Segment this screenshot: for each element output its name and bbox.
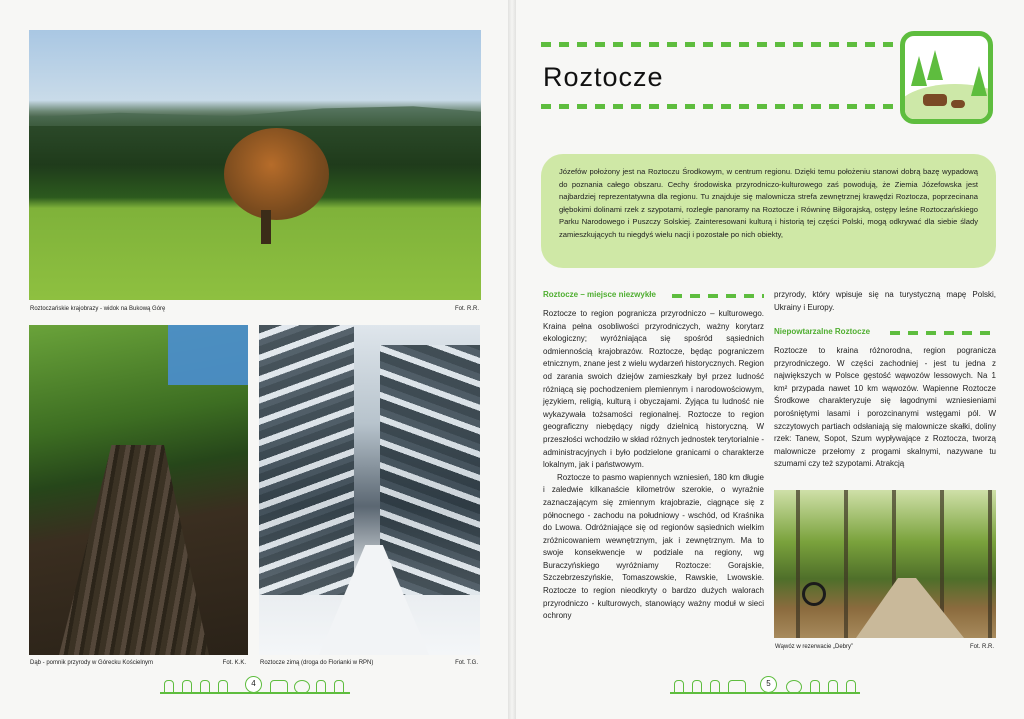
oak-photo-caption: Dąb - pomnik przyrody w Górecku Kościelnym (30, 660, 154, 666)
under-title-dashed-line (541, 104, 897, 109)
winter-photo-caption: Roztocze zimą (droga do Florianki w RPN) (260, 660, 374, 666)
snowy-trees-left (259, 325, 354, 595)
column-right-top-text: przyrody, który wpisuje się na turystyczną mapę Polski, Ukrainy i Europy. (774, 290, 996, 312)
winter-photo-credit: Fot. T.G. (455, 660, 478, 666)
page-number-right: 5 (760, 676, 777, 693)
bicycle-in-photo (802, 582, 826, 606)
section-heading-2: Niepowtarzalne Roztocze (774, 327, 871, 336)
sky-patch (168, 325, 248, 385)
column-left-text (543, 308, 764, 623)
section-dash-1 (672, 294, 764, 298)
ravine-photo-caption: Wąwóz w rezerwacie „Debry” (775, 644, 854, 650)
tree-trunk-shape (261, 210, 271, 244)
ravine-photo-credit: Fot. R.R. (969, 644, 994, 650)
oak-photo (29, 325, 248, 655)
section1-paragraph-1: Roztocze to region pogranicza przyrodniczo – kulturowego. Kraina pełna osobliwości przyrodniczych, ważny korytarz ekologiczny; wyróżniająca się spośród sąsiednich odmiennością krajobrazów. Roztocze, będąc pograniczem etnicznym, znane jest z wielu wydarzeń historycznych. Region od zarania swoich dziejów zamieszkały był przez ludność różniącą się pochodzeniem plemiennym i narodowościowym, językiem, religią, kulturą i obyczajami. Żyjąca tu ludność nie wykazywała tożsamości regionalnej. Roztocze to region geograficzny niebędący nigdy dzielnicą historyczną. W przeszłości wchodziło w skład różnych jednostek terytorialnie - administracyjnych i było podzielone granicami o charakterze lokalnym, jak i państwowym. (543, 309, 764, 470)
section2-paragraph-1: Roztocze to kraina różnorodna, region pogranicza przyrodniczego. W części zachodniej - jest tu jedna z największych w Polsce gęstość wąwozów lessowych. Na 1 km² przypada nawet 10 km wąwozów. Wapienne Roztocze Środkowe charakteryzuje się łagodnymi wzniesieniami porośniętymi lasami i porozcinanymi wstęgami pól. W szczytowych partiach odsłaniają się malownicze skałki, doliny rzek: Tanew, Sopot, Szum wypływające z Roztocza, tworzą malownicze przełomy z progami skalnymi, nazywane tu szumami czy też szypotami. Atrakcją (774, 346, 996, 469)
logo-pine-icon (971, 66, 987, 96)
section1-paragraph-2: Roztocze to pasmo wapiennych wzniesień, 180 km długie i zaledwie kilkanaście kilometrów szerokie, o wyraźnie zaznaczającym się zmiennym krajobrazie, ciągnące się z północnego - zachodu na południowy - wschód, od Kraśnika do Lwowa. Odróżniające się od regionów sąsiednich wielkim zróżnicowaniem wewnętrznym, jak i zewnętrznym. Ma to swoje konsekwencje w podziale na regiony, wg Buraczyńskiego wyróżniamy Roztocze: Gorajskie, Szczebrzeszyńskie, Tomaszowskie, Rawskie, Lwowskie. Roztocze to region nieodkryty o bardzo dużych walorach przyrodniczo - kulturowych, stanowiący ważny moduł w sieci ochrony (543, 472, 764, 621)
top-dashed-line (541, 42, 897, 47)
winter-road-photo (259, 325, 480, 655)
logo-horse-icon (923, 94, 947, 106)
logo-foal-icon (951, 100, 965, 108)
intro-box: Józefów położony jest na Roztoczu Środkowym, w centrum regionu. Dzięki temu położeniu stanowi dobrą bazę wypadową do poznania całego obszaru. Cechy środowiska przyrodniczo-kulturowego zaś powodują, że Ziemia Józefowska jest najbardziej reprezentatywna dla regionu. Tu znajduje się malownicza strefa zewnętrznej krawędzi Roztocza, poprzecinana głębokimi dolinami rzek z szypotami, rozległe panoramy na Roztocze i Równinę Biłgorajską, ostępy leśne Roztoczańskiego Parku Narodowego i Puszczy Solskiej. Zainteresowani kulturą i historią tej części Polski, mogą odkrywać dla siebie ślady zamieszkujących tu niegdyś wielu nacji i pozostałe po nich obiekty, (541, 154, 996, 268)
book-gutter (508, 0, 516, 719)
meadow-photo-caption: Roztoczańskie krajobrazy - widok na Bukową Górę (30, 306, 166, 312)
snowy-trees-right (380, 345, 480, 595)
page-number-left: 4 (245, 676, 262, 693)
meadow-photo (29, 30, 481, 300)
section-heading-1: Roztocze – miejsce niezwykłe (543, 290, 656, 299)
tree-crown-shape (224, 128, 329, 220)
meadow-photo-credit: Fot. R.R. (454, 306, 479, 312)
ravine-photo (774, 490, 996, 638)
mountain-forest-logo-icon (900, 31, 993, 124)
oak-trunk-shape (59, 445, 209, 655)
logo-pine-icon (911, 56, 927, 86)
page-title: Roztocze (543, 62, 664, 92)
hills-shape (29, 104, 481, 126)
section-dash-2 (890, 331, 996, 335)
oak-photo-credit: Fot. K.K. (222, 660, 246, 666)
logo-pine-icon (927, 50, 943, 80)
